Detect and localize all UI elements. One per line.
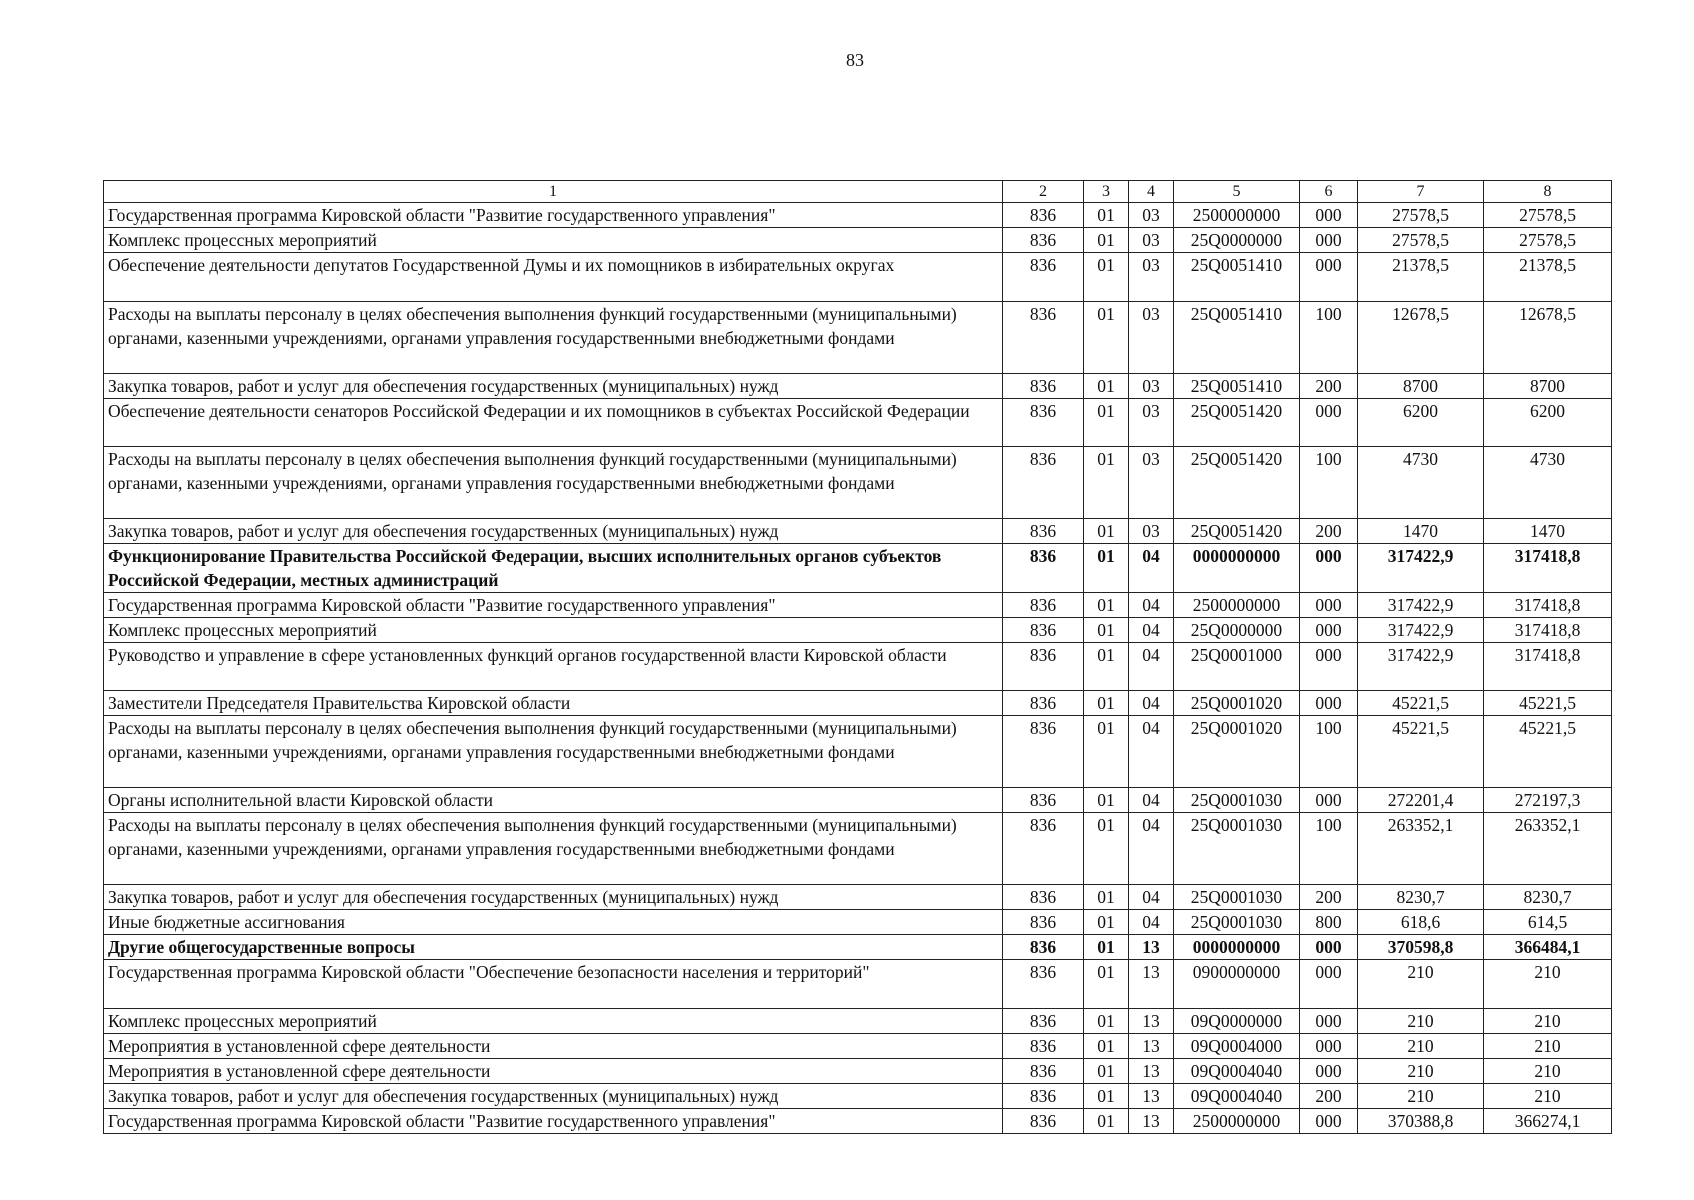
header-cell-7: 7: [1358, 181, 1484, 203]
row-name-cell: Расходы на выплаты персоналу в целях обеспечения выполнения функций государственными (муниципальными) органами, казенными учреждениями, органами управления государственными внебюджетными фондами: [104, 716, 1003, 788]
header-cell-1: 1: [104, 181, 1003, 203]
table-row: [104, 519, 1612, 544]
row-amount-1-cell: 8230,7: [1358, 885, 1484, 910]
row-section-cell: 01: [1084, 935, 1129, 960]
row-amount-2-cell: 21378,5: [1484, 253, 1612, 302]
row-name-cell: Закупка товаров, работ и услуг для обеспечения государственных (муниципальных) нужд: [104, 374, 1003, 399]
row-section-cell: 01: [1084, 1034, 1129, 1059]
row-type-cell: 200: [1300, 885, 1358, 910]
table-row: [104, 935, 1612, 960]
row-section-cell: 01: [1084, 960, 1129, 1009]
table-row: [104, 253, 1612, 302]
row-target-cell: 25Q0001020: [1174, 691, 1300, 716]
row-name-cell: Государственная программа Кировской области "Развитие государственного управления": [104, 203, 1003, 228]
row-subsection-cell: 04: [1129, 910, 1174, 935]
row-code-cell: 836: [1003, 691, 1084, 716]
row-target-cell: 25Q0051420: [1174, 399, 1300, 447]
row-name-cell: Государственная программа Кировской области "Обеспечение безопасности населения и территорий": [104, 960, 1003, 1009]
header-cell-5: 5: [1174, 181, 1300, 203]
row-subsection-cell: 04: [1129, 593, 1174, 618]
row-section-cell: 01: [1084, 302, 1129, 374]
table-row: [104, 813, 1612, 885]
row-target-cell: 2500000000: [1174, 1109, 1300, 1134]
table-row: [104, 1009, 1612, 1034]
row-amount-1-cell: 317422,9: [1358, 643, 1484, 691]
row-name-cell: Другие общегосударственные вопросы: [104, 935, 1003, 960]
row-target-cell: 09Q0004040: [1174, 1059, 1300, 1084]
row-target-cell: 25Q0001030: [1174, 910, 1300, 935]
row-type-cell: 000: [1300, 643, 1358, 691]
row-amount-2-cell: 317418,8: [1484, 643, 1612, 691]
row-amount-2-cell: 45221,5: [1484, 691, 1612, 716]
row-section-cell: 01: [1084, 1009, 1129, 1034]
row-name-cell: Расходы на выплаты персоналу в целях обеспечения выполнения функций государственными (муниципальными) органами, казенными учреждениями, органами управления государственными внебюджетными фондами: [104, 302, 1003, 374]
row-amount-1-cell: 8700: [1358, 374, 1484, 399]
row-name-cell: Государственная программа Кировской области "Развитие государственного управления": [104, 1109, 1003, 1134]
table-row: [104, 374, 1612, 399]
row-name-cell: Комплекс процессных мероприятий: [104, 228, 1003, 253]
row-target-cell: 25Q0000000: [1174, 618, 1300, 643]
row-target-cell: 25Q0051410: [1174, 374, 1300, 399]
table-row: [104, 910, 1612, 935]
row-subsection-cell: 03: [1129, 519, 1174, 544]
row-amount-2-cell: 272197,3: [1484, 788, 1612, 813]
row-code-cell: 836: [1003, 1034, 1084, 1059]
table-row: [104, 228, 1612, 253]
row-amount-2-cell: 614,5: [1484, 910, 1612, 935]
row-type-cell: 000: [1300, 1034, 1358, 1059]
row-amount-2-cell: 6200: [1484, 399, 1612, 447]
row-subsection-cell: 03: [1129, 302, 1174, 374]
row-subsection-cell: 13: [1129, 1109, 1174, 1134]
row-subsection-cell: 13: [1129, 1084, 1174, 1109]
row-target-cell: 2500000000: [1174, 203, 1300, 228]
row-type-cell: 000: [1300, 1059, 1358, 1084]
row-amount-1-cell: 1470: [1358, 519, 1484, 544]
row-amount-2-cell: 12678,5: [1484, 302, 1612, 374]
row-type-cell: 000: [1300, 618, 1358, 643]
row-name-cell: Мероприятия в установленной сфере деятельности: [104, 1034, 1003, 1059]
header-cell-6: 6: [1300, 181, 1358, 203]
row-amount-2-cell: 27578,5: [1484, 203, 1612, 228]
row-section-cell: 01: [1084, 374, 1129, 399]
row-amount-1-cell: 27578,5: [1358, 228, 1484, 253]
row-name-cell: Закупка товаров, работ и услуг для обеспечения государственных (муниципальных) нужд: [104, 1084, 1003, 1109]
row-amount-1-cell: 12678,5: [1358, 302, 1484, 374]
row-code-cell: 836: [1003, 716, 1084, 788]
table-row: [104, 593, 1612, 618]
row-code-cell: 836: [1003, 935, 1084, 960]
row-name-cell: Мероприятия в установленной сфере деятельности: [104, 1059, 1003, 1084]
table-row: [104, 302, 1612, 374]
row-code-cell: 836: [1003, 253, 1084, 302]
row-name-cell: Обеспечение деятельности депутатов Государственной Думы и их помощников в избирательных округах: [104, 253, 1003, 302]
row-section-cell: 01: [1084, 618, 1129, 643]
row-subsection-cell: 04: [1129, 885, 1174, 910]
row-subsection-cell: 04: [1129, 691, 1174, 716]
row-target-cell: 25Q0000000: [1174, 228, 1300, 253]
row-target-cell: 25Q0001030: [1174, 788, 1300, 813]
row-target-cell: 25Q0001000: [1174, 643, 1300, 691]
row-target-cell: 09Q0000000: [1174, 1009, 1300, 1034]
row-subsection-cell: 03: [1129, 228, 1174, 253]
table-row: [104, 618, 1612, 643]
table-row: [104, 1109, 1612, 1134]
row-amount-2-cell: 45221,5: [1484, 716, 1612, 788]
row-amount-1-cell: 6200: [1358, 399, 1484, 447]
row-code-cell: 836: [1003, 374, 1084, 399]
table-row: [104, 399, 1612, 447]
row-amount-1-cell: 317422,9: [1358, 618, 1484, 643]
row-code-cell: 836: [1003, 1059, 1084, 1084]
row-type-cell: 000: [1300, 960, 1358, 1009]
row-section-cell: 01: [1084, 447, 1129, 519]
row-amount-2-cell: 366274,1: [1484, 1109, 1612, 1134]
table-row: [104, 1059, 1612, 1084]
row-code-cell: 836: [1003, 788, 1084, 813]
row-subsection-cell: 03: [1129, 374, 1174, 399]
row-type-cell: 200: [1300, 374, 1358, 399]
row-section-cell: 01: [1084, 643, 1129, 691]
row-type-cell: 000: [1300, 1009, 1358, 1034]
row-subsection-cell: 13: [1129, 1034, 1174, 1059]
row-type-cell: 000: [1300, 691, 1358, 716]
row-type-cell: 200: [1300, 519, 1358, 544]
row-amount-1-cell: 317422,9: [1358, 593, 1484, 618]
row-subsection-cell: 13: [1129, 1009, 1174, 1034]
row-type-cell: 100: [1300, 813, 1358, 885]
row-name-cell: Заместители Председателя Правительства Кировской области: [104, 691, 1003, 716]
row-type-cell: 200: [1300, 1084, 1358, 1109]
row-code-cell: 836: [1003, 1084, 1084, 1109]
row-target-cell: 25Q0001030: [1174, 813, 1300, 885]
row-target-cell: 25Q0051420: [1174, 519, 1300, 544]
row-amount-1-cell: 263352,1: [1358, 813, 1484, 885]
row-target-cell: 25Q0051410: [1174, 302, 1300, 374]
row-amount-2-cell: 210: [1484, 1084, 1612, 1109]
row-type-cell: 000: [1300, 399, 1358, 447]
table-row: [104, 1084, 1612, 1109]
table-row: [104, 544, 1612, 593]
row-section-cell: 01: [1084, 544, 1129, 593]
row-code-cell: 836: [1003, 447, 1084, 519]
row-name-cell: Расходы на выплаты персоналу в целях обеспечения выполнения функций государственными (муниципальными) органами, казенными учреждениями, органами управления государственными внебюджетными фондами: [104, 447, 1003, 519]
row-subsection-cell: 04: [1129, 788, 1174, 813]
row-amount-1-cell: 210: [1358, 1059, 1484, 1084]
table-row: [104, 788, 1612, 813]
row-section-cell: 01: [1084, 788, 1129, 813]
row-target-cell: 25Q0051410: [1174, 253, 1300, 302]
row-amount-1-cell: 370388,8: [1358, 1109, 1484, 1134]
table-header-row: [104, 181, 1612, 203]
row-target-cell: 25Q0001030: [1174, 885, 1300, 910]
row-target-cell: 2500000000: [1174, 593, 1300, 618]
row-amount-2-cell: 317418,8: [1484, 618, 1612, 643]
row-amount-1-cell: 21378,5: [1358, 253, 1484, 302]
row-target-cell: 0900000000: [1174, 960, 1300, 1009]
row-section-cell: 01: [1084, 519, 1129, 544]
row-type-cell: 000: [1300, 788, 1358, 813]
row-section-cell: 01: [1084, 885, 1129, 910]
row-code-cell: 836: [1003, 519, 1084, 544]
row-amount-1-cell: 370598,8: [1358, 935, 1484, 960]
table-row: [104, 203, 1612, 228]
row-section-cell: 01: [1084, 691, 1129, 716]
row-amount-2-cell: 1470: [1484, 519, 1612, 544]
row-amount-1-cell: 618,6: [1358, 910, 1484, 935]
budget-table: [103, 180, 1612, 1134]
row-name-cell: Расходы на выплаты персоналу в целях обеспечения выполнения функций государственными (муниципальными) органами, казенными учреждениями, органами управления государственными внебюджетными фондами: [104, 813, 1003, 885]
row-code-cell: 836: [1003, 618, 1084, 643]
table-body: [104, 203, 1612, 1134]
row-code-cell: 836: [1003, 910, 1084, 935]
table-row: [104, 691, 1612, 716]
row-subsection-cell: 04: [1129, 544, 1174, 593]
row-subsection-cell: 04: [1129, 618, 1174, 643]
row-code-cell: 836: [1003, 1009, 1084, 1034]
row-amount-2-cell: 8700: [1484, 374, 1612, 399]
row-section-cell: 01: [1084, 1084, 1129, 1109]
table-row: [104, 716, 1612, 788]
header-cell-2: 2: [1003, 181, 1084, 203]
header-cell-3: 3: [1084, 181, 1129, 203]
row-target-cell: 0000000000: [1174, 544, 1300, 593]
row-name-cell: Руководство и управление в сфере установленных функций органов государственной власти Кировской области: [104, 643, 1003, 691]
row-subsection-cell: 13: [1129, 960, 1174, 1009]
row-type-cell: 000: [1300, 1109, 1358, 1134]
table-row: [104, 960, 1612, 1009]
row-code-cell: 836: [1003, 885, 1084, 910]
row-code-cell: 836: [1003, 203, 1084, 228]
row-code-cell: 836: [1003, 302, 1084, 374]
row-type-cell: 000: [1300, 203, 1358, 228]
page-number: 83: [846, 50, 864, 70]
row-subsection-cell: 03: [1129, 447, 1174, 519]
row-name-cell: Органы исполнительной власти Кировской области: [104, 788, 1003, 813]
row-target-cell: 09Q0004000: [1174, 1034, 1300, 1059]
row-code-cell: 836: [1003, 399, 1084, 447]
row-code-cell: 836: [1003, 228, 1084, 253]
table-row: [104, 643, 1612, 691]
row-target-cell: 25Q0051420: [1174, 447, 1300, 519]
row-type-cell: 800: [1300, 910, 1358, 935]
row-section-cell: 01: [1084, 228, 1129, 253]
row-amount-1-cell: 210: [1358, 960, 1484, 1009]
row-subsection-cell: 04: [1129, 813, 1174, 885]
row-amount-2-cell: 210: [1484, 1034, 1612, 1059]
row-amount-2-cell: 210: [1484, 1009, 1612, 1034]
row-section-cell: 01: [1084, 203, 1129, 228]
row-amount-1-cell: 45221,5: [1358, 716, 1484, 788]
row-section-cell: 01: [1084, 253, 1129, 302]
row-type-cell: 000: [1300, 228, 1358, 253]
row-section-cell: 01: [1084, 910, 1129, 935]
row-amount-2-cell: 210: [1484, 960, 1612, 1009]
row-name-cell: Комплекс процессных мероприятий: [104, 618, 1003, 643]
row-name-cell: Государственная программа Кировской области "Развитие государственного управления": [104, 593, 1003, 618]
row-target-cell: 09Q0004040: [1174, 1084, 1300, 1109]
row-code-cell: 836: [1003, 593, 1084, 618]
row-code-cell: 836: [1003, 813, 1084, 885]
row-name-cell: Закупка товаров, работ и услуг для обеспечения государственных (муниципальных) нужд: [104, 885, 1003, 910]
row-type-cell: 000: [1300, 253, 1358, 302]
row-type-cell: 000: [1300, 544, 1358, 593]
row-amount-1-cell: 27578,5: [1358, 203, 1484, 228]
row-amount-2-cell: 317418,8: [1484, 593, 1612, 618]
row-target-cell: 0000000000: [1174, 935, 1300, 960]
row-subsection-cell: 04: [1129, 716, 1174, 788]
row-name-cell: Иные бюджетные ассигнования: [104, 910, 1003, 935]
row-type-cell: 100: [1300, 302, 1358, 374]
row-section-cell: 01: [1084, 1109, 1129, 1134]
row-name-cell: Закупка товаров, работ и услуг для обеспечения государственных (муниципальных) нужд: [104, 519, 1003, 544]
row-name-cell: Функционирование Правительства Российской Федерации, высших исполнительных органов субъектов Российской Федерации, местных администраций: [104, 544, 1003, 593]
row-amount-2-cell: 4730: [1484, 447, 1612, 519]
row-amount-1-cell: 210: [1358, 1034, 1484, 1059]
header-cell-4: 4: [1129, 181, 1174, 203]
row-code-cell: 836: [1003, 1109, 1084, 1134]
row-code-cell: 836: [1003, 960, 1084, 1009]
table-row: [104, 1034, 1612, 1059]
row-amount-2-cell: 210: [1484, 1059, 1612, 1084]
row-type-cell: 100: [1300, 716, 1358, 788]
row-amount-1-cell: 272201,4: [1358, 788, 1484, 813]
row-subsection-cell: 03: [1129, 203, 1174, 228]
row-amount-1-cell: 45221,5: [1358, 691, 1484, 716]
row-name-cell: Обеспечение деятельности сенаторов Российской Федерации и их помощников в субъектах Российской Федерации: [104, 399, 1003, 447]
row-type-cell: 100: [1300, 447, 1358, 519]
row-section-cell: 01: [1084, 593, 1129, 618]
row-name-cell: Комплекс процессных мероприятий: [104, 1009, 1003, 1034]
table-row: [104, 447, 1612, 519]
row-amount-2-cell: 366484,1: [1484, 935, 1612, 960]
row-amount-2-cell: 8230,7: [1484, 885, 1612, 910]
row-section-cell: 01: [1084, 399, 1129, 447]
row-subsection-cell: 13: [1129, 1059, 1174, 1084]
row-amount-2-cell: 27578,5: [1484, 228, 1612, 253]
row-amount-1-cell: 210: [1358, 1084, 1484, 1109]
row-subsection-cell: 13: [1129, 935, 1174, 960]
row-code-cell: 836: [1003, 643, 1084, 691]
row-subsection-cell: 03: [1129, 253, 1174, 302]
row-section-cell: 01: [1084, 1059, 1129, 1084]
header-cell-8: 8: [1484, 181, 1612, 203]
row-code-cell: 836: [1003, 544, 1084, 593]
row-subsection-cell: 04: [1129, 643, 1174, 691]
row-type-cell: 000: [1300, 935, 1358, 960]
row-amount-1-cell: 4730: [1358, 447, 1484, 519]
row-target-cell: 25Q0001020: [1174, 716, 1300, 788]
row-section-cell: 01: [1084, 716, 1129, 788]
row-amount-2-cell: 317418,8: [1484, 544, 1612, 593]
row-amount-1-cell: 317422,9: [1358, 544, 1484, 593]
row-section-cell: 01: [1084, 813, 1129, 885]
table-row: [104, 885, 1612, 910]
row-type-cell: 000: [1300, 593, 1358, 618]
row-subsection-cell: 03: [1129, 399, 1174, 447]
row-amount-1-cell: 210: [1358, 1009, 1484, 1034]
row-amount-2-cell: 263352,1: [1484, 813, 1612, 885]
